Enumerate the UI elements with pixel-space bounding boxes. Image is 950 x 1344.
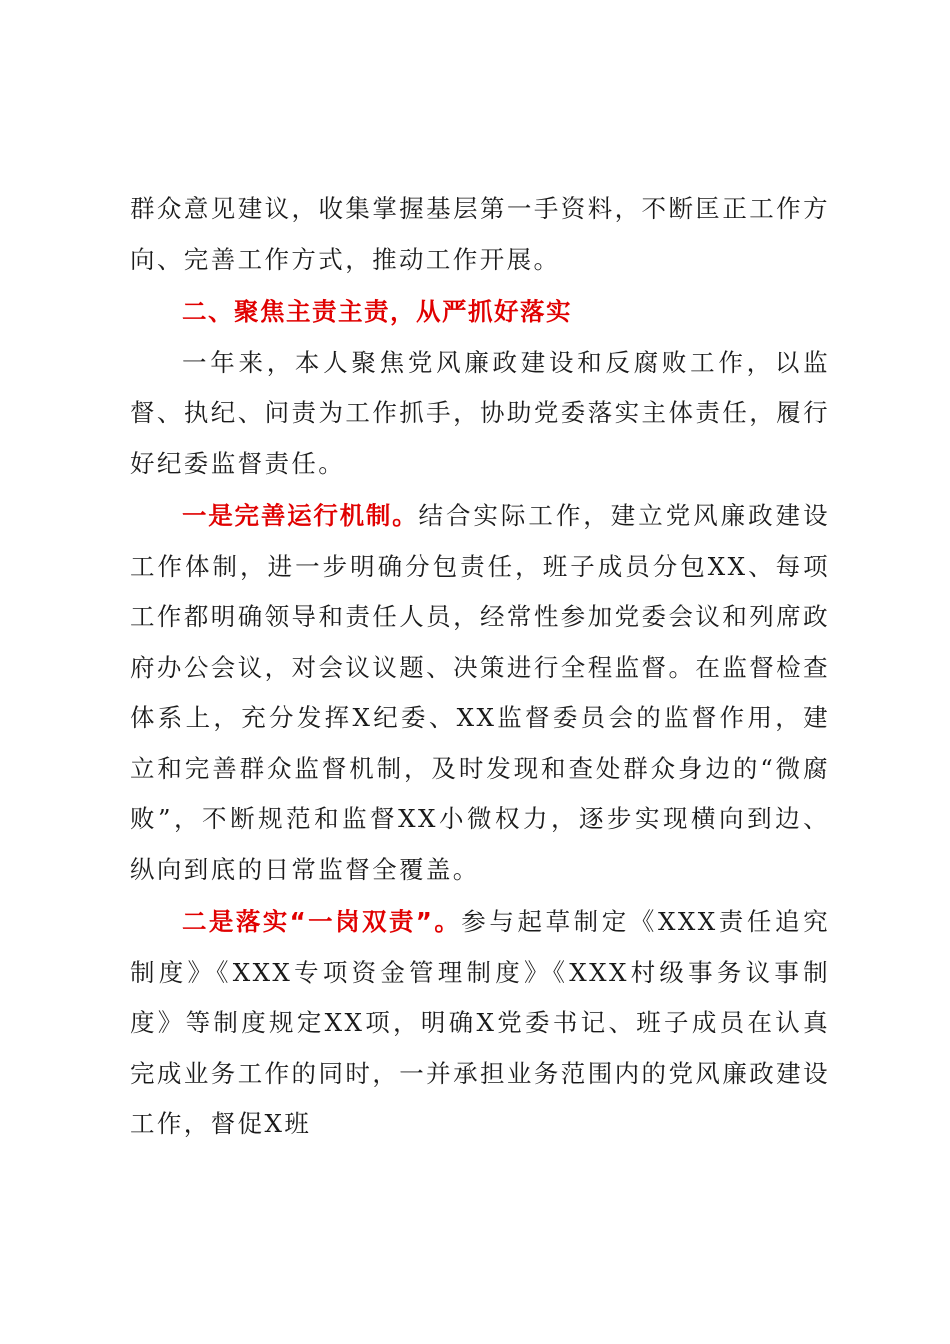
paragraph-continuation [130,184,830,285]
document-body [130,184,830,1150]
paragraph-text: 一年来，本人聚焦党风廉政建设和反腐败工作，以监督、执纪、问责为工作抓手，协助党委落实主体责任，履行好纪委监督责任。 [130,347,830,478]
paragraph-responsibility [130,897,830,1150]
paragraph-text: 群众意见建议，收集掌握基层第一手资料，不断匡正工作方向、完善工作方式，推动工作开展。 [130,194,830,274]
paragraph-lead: 二是落实“一岗双责”。 [182,907,462,936]
section-heading [130,287,830,338]
paragraph-text: 结合实际工作，建立党风廉政建设工作体制，进一步明确分包责任，班子成员分包XX、每项工作都明确领导和责任人员，经常性参加党委会议和列席政府办公会议，对会议议题、决策进行全程监督。在监督检查体系上，充分发挥X纪委、XX监督委员会的监督作用，建立和完善群众监督机制，及时发现和查处群众身边的“微腐败”，不断规范和监督XX小微权力，逐步实现横向到边、纵向到底的日常监督全覆盖。 [130,501,830,884]
paragraph-lead: 一是完善运行机制。 [182,501,419,530]
paragraph-mechanism [130,491,830,895]
section-heading-text: 二、聚焦主责主责，从严抓好落实 [182,297,572,326]
paragraph-body [130,338,830,490]
paragraph-text: 参与起草制定《XXX责任追究制度》《XXX专项资金管理制度》《XXX村级事务议事制度》等制度规定XX项，明确X党委书记、班子成员在认真完成业务工作的同时，一并承担业务范围内的党风廉政建设工作，督促X班 [130,907,830,1138]
